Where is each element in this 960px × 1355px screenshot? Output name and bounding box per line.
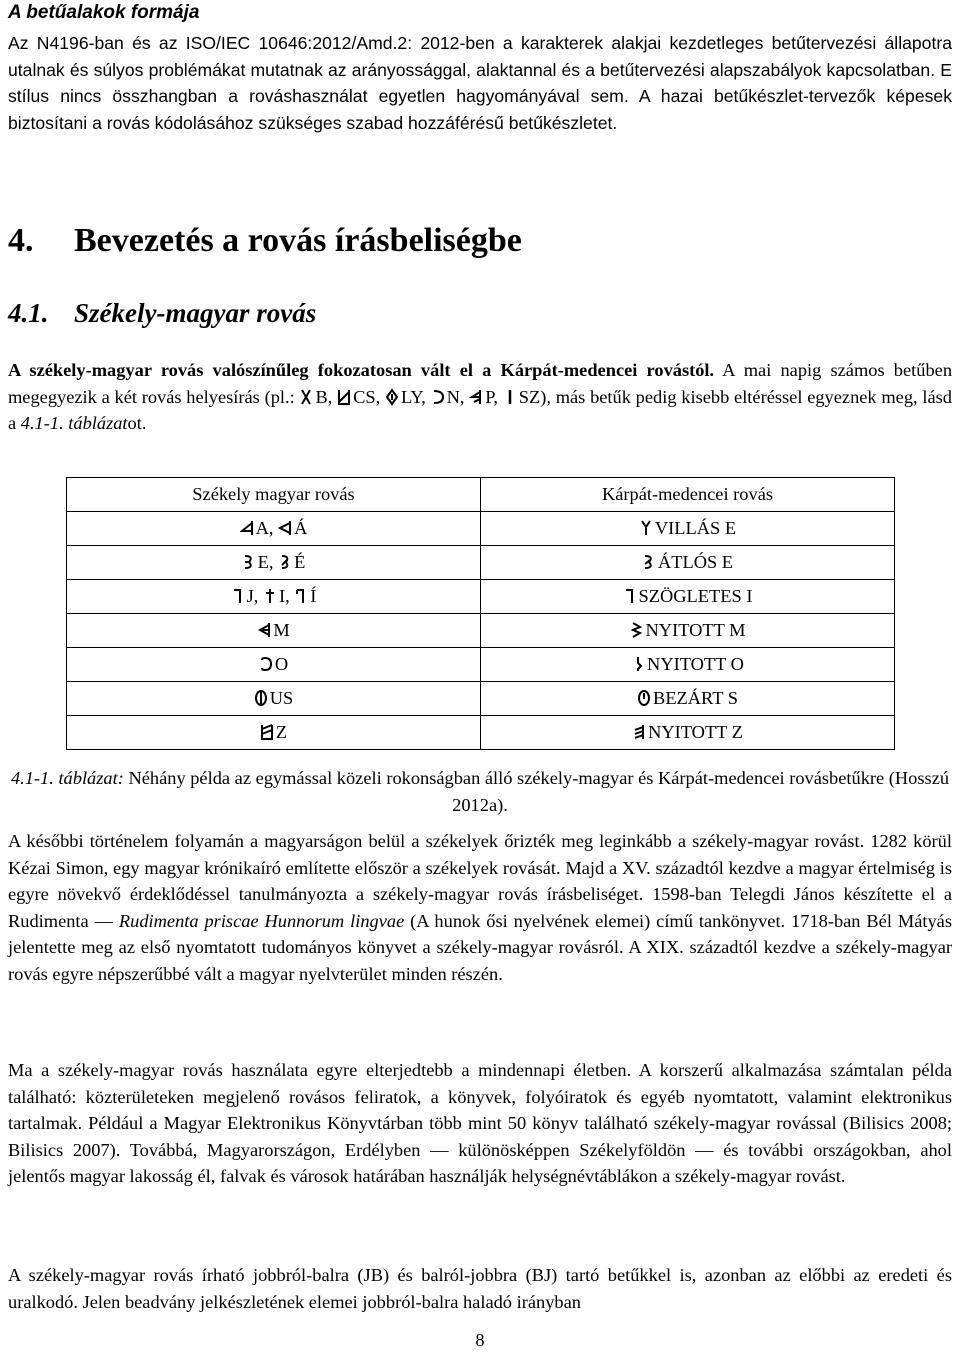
para2-text-1: A későbbi történelem folyamán a magyarságon belül a székelyek őrizték meg leginkább a székely-magyar rovást. 1282 körül Kézai Simon, egy magyar krónikaíró említette először a székelyek rovását. Majd a XV. századtól kezdve a magyar értelmiség is egyre növekvő érdeklődéssel tanulmányozta a székely-magyar rovás írásbeliséget. 1598-ban Telegdi János készítette el a Rudimenta — <box>8 831 952 931</box>
section-heading: A betűalakok formája <box>8 2 200 23</box>
table-cell <box>67 512 481 546</box>
rune-nyitott-z-icon <box>632 723 646 741</box>
table-cell <box>481 512 895 546</box>
table-cell <box>481 614 895 648</box>
table-cell <box>67 614 481 648</box>
para1-p: P, <box>485 386 503 407</box>
rune-atlos-e-icon <box>642 553 656 571</box>
rune-aa-icon <box>278 519 292 537</box>
table-reference-suffix: ot. <box>127 413 147 434</box>
para1-ly: LY, <box>400 386 431 407</box>
paragraph-4: A székely-magyar rovás írható jobbról-balra (JB) és balról-jobbra (BJ) tartó betűkkel is, azonban az előbbi az eredeti és uralkodó. Jelen beadvány jelkészletének elemei jobbról-balra haladó irányban <box>8 1265 952 1312</box>
rune-sz-icon <box>503 388 517 406</box>
cell-text: E, <box>257 552 279 572</box>
page-number: 8 <box>475 1330 485 1350</box>
intro-sentence-1: Az N4196-ban és az ISO/IEC 10646:2012/Amd.2: 2012-ben a karakterek alakjai kezdetleges betűtervezési állapotra utalnak és súlyos problémákat mutatnak az arányossággal, alaktannal és a betűtervezési alapszabályok kapcsolatban. <box>8 33 952 80</box>
rune-comparison-table <box>66 477 895 750</box>
caption-text: Néhány példa az egymással közeli rokonságban álló székely-magyar és Kárpát-medencei rovásbetűkre (Hosszú 2012a). <box>123 768 950 815</box>
cell-text: I, <box>278 586 295 606</box>
table-row <box>67 682 895 716</box>
para1-bold-sentence: A székely-magyar rovás valószínűleg fokozatosan vált el a Kárpát-medencei rovástól. <box>8 360 715 380</box>
cell-text: A, <box>255 518 279 538</box>
table-cell <box>67 682 481 716</box>
table-reference: 4.1-1. táblázat <box>20 413 128 434</box>
para2-book-title: Rudimenta priscae Hunnorum lingvae <box>118 910 405 931</box>
cell-text: VILLÁS E <box>654 518 737 538</box>
paragraph-3: Ma a székely-magyar rovás használata egyre elterjedtebb a mindennapi életben. A korszerű alkalmazása számtalan példa található: közterületeken megjelenő rovásos feliratok, a könyvek, folyóiratok és egyéb nyomtatott, valamint elektronikus tartalmak. Például a Magyar Elektronikus Könyvtárban több mint 50 könyv található székely-magyar rovással (Bilisics 2008; Bilisics 2007). Továbbá, Magyarországon, Erdélyben — különösképpen Székelyföldön — és további országokban, ahol jelentős magyar lakosság él, falvak és városok határában használják helységnévtáblákon a székely-magyar rovást. <box>8 1060 952 1187</box>
cell-text: ÁTLÓS E <box>657 552 734 572</box>
rune-a-icon <box>240 519 254 537</box>
rune-e-icon <box>242 553 256 571</box>
table-header-szekely: Székely magyar rovás <box>67 478 481 512</box>
rune-i-icon <box>263 587 277 605</box>
table-cell <box>67 546 481 580</box>
rune-bezart-s-icon <box>637 689 651 707</box>
cell-text: Z <box>275 722 288 742</box>
table-row <box>67 546 895 580</box>
table-header-row <box>67 478 895 512</box>
chapter-title: Bevezetés a rovás írásbeliségbe <box>74 222 522 259</box>
rune-o-icon <box>259 655 273 673</box>
cell-text: NYITOTT Z <box>648 722 743 742</box>
cell-text: BEZÁRT S <box>653 688 738 708</box>
subchapter-title: Székely-magyar rovás <box>74 298 317 328</box>
table-row <box>67 614 895 648</box>
rune-j-icon <box>231 587 245 605</box>
cell-text: NYITOTT M <box>645 620 746 640</box>
table-caption <box>8 765 952 818</box>
table-cell <box>481 716 895 750</box>
cell-text: M <box>273 620 290 640</box>
table-row <box>67 512 895 546</box>
subchapter-heading <box>8 298 316 329</box>
paragraph-2 <box>8 828 952 988</box>
caption-label: 4.1-1. táblázat: <box>10 768 124 788</box>
para1-cs: CS, <box>353 386 385 407</box>
rune-b-icon <box>299 388 313 406</box>
table-cell <box>481 682 895 716</box>
chapter-number: 4. <box>8 222 34 259</box>
paragraph-1 <box>8 357 952 437</box>
rune-szogletes-i-icon <box>623 587 637 605</box>
table-row <box>67 716 895 750</box>
chapter-heading <box>8 222 522 260</box>
cell-text: J, <box>246 586 263 606</box>
table-row <box>67 648 895 682</box>
table-cell <box>67 648 481 682</box>
rune-p-icon <box>469 388 483 406</box>
intro-paragraph <box>8 30 952 136</box>
cell-text: Á <box>294 518 308 538</box>
rune-ii-icon <box>294 587 308 605</box>
cell-text: O <box>274 654 289 674</box>
table-row <box>67 580 895 614</box>
cell-text: É <box>294 552 306 572</box>
intro-sentence-2: E stílus nincs összhangban a rováshasználat egyetlen hagyományával sem. A hazai betűkészlet-tervezők képesek biztosítani a rovás kódolásához szükséges szabad hozzáférésű betűkészletet. <box>8 59 952 133</box>
para1-sz: SZ), más betűk pedig kisebb eltéréssel egyeznek meg, lásd a <box>8 386 953 434</box>
para1-text: A mai napig számos betűben megegyezik a két rovás helyesírás (pl.: <box>8 360 953 407</box>
rune-ee-icon <box>278 553 292 571</box>
cell-text: NYITOTT O <box>647 654 744 674</box>
table-cell <box>67 716 481 750</box>
cell-text: Í <box>310 586 317 606</box>
table-header-karpat: Kárpát-medencei rovás <box>481 478 895 512</box>
rune-nyitott-o-icon <box>631 655 645 673</box>
rune-cs-icon <box>337 388 351 406</box>
cell-text: SZÖGLETES I <box>638 586 753 606</box>
table-cell <box>67 580 481 614</box>
rune-nyitott-m-icon <box>630 621 644 639</box>
table-cell <box>481 546 895 580</box>
cell-text: US <box>269 688 294 708</box>
rune-us-icon <box>254 689 268 707</box>
table-cell <box>481 648 895 682</box>
rune-villas-e-icon <box>639 519 653 537</box>
rune-n-icon <box>431 388 445 406</box>
rune-m-icon <box>257 621 271 639</box>
para1-n: N, <box>446 386 470 407</box>
rune-ly-icon <box>385 388 399 406</box>
subchapter-number: 4.1. <box>8 298 49 328</box>
para1-b: B, <box>315 386 338 407</box>
rune-z-icon <box>260 723 274 741</box>
table-cell <box>481 580 895 614</box>
para2-text-2: (A hunok ősi nyelvének elemei) című tankönyvet. 1718-ban Bél Mátyás jelentette meg az első nyomtatott tudományos könyvet a székely-magyar rovásról. A XIX. századtól kezdve a székely-magyar rovás egyre népszerűbbé vált a magyar nyelvterület minden részén. <box>8 910 952 984</box>
